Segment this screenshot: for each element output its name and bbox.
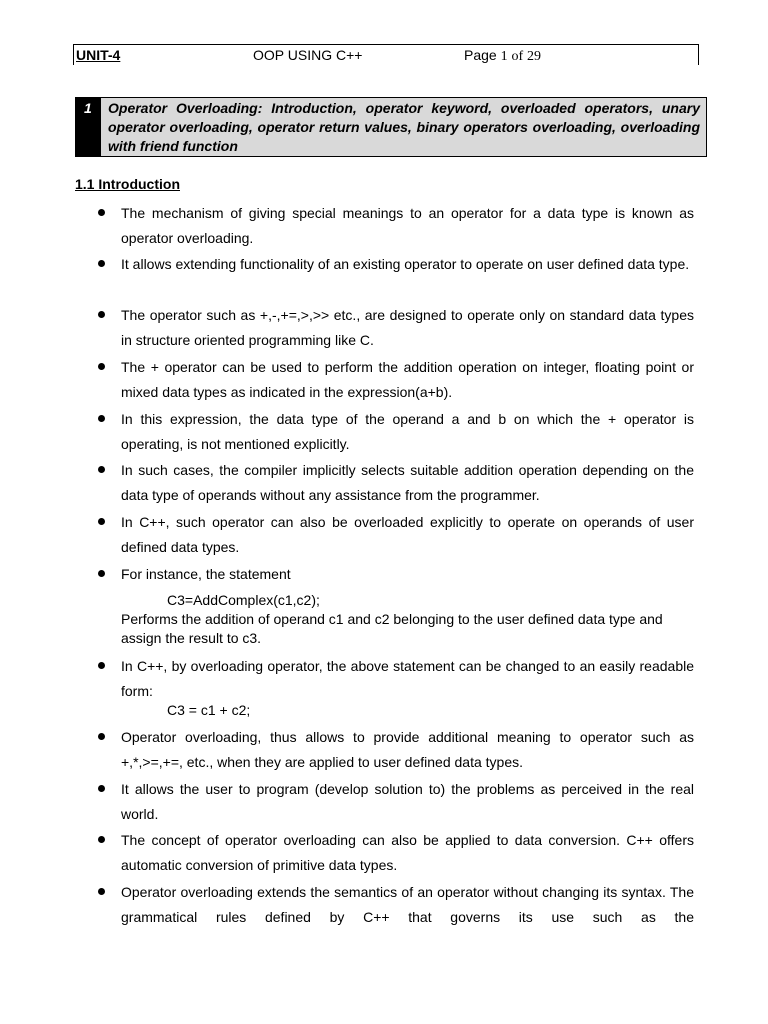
list-item <box>96 458 694 507</box>
page-total: 29 <box>527 49 542 64</box>
list-item <box>96 777 694 826</box>
list-item-text: The concept of operator overloading can also be applied to data conversion. C++ offers automatic conversion of primitive data types. <box>121 832 694 873</box>
list-item-text: In this expression, the data type of the operand a and b on which the + operator is operating, is not mentioned explicitly. <box>121 411 694 452</box>
list-item <box>96 407 694 456</box>
header-left-rule <box>73 45 74 65</box>
list-item-text: It allows extending functionality of an existing operator to operate on user defined data type. <box>121 256 690 272</box>
list-item <box>96 303 694 352</box>
list-item <box>96 880 694 929</box>
section-heading: 1.1 Introduction <box>75 176 180 192</box>
page-prefix: Page <box>464 47 497 63</box>
list-item <box>96 510 694 559</box>
subject-title: OOP USING C++ <box>253 47 363 63</box>
list-item <box>96 654 694 703</box>
list-item-text: The + operator can be used to perform the addition operation on integer, floating point or mixed data types as indicated in the expression(a+b). <box>121 359 694 400</box>
list-item <box>96 252 694 277</box>
code-statement: C3 = c1 + c2; <box>167 702 251 718</box>
page-current: 1 <box>500 49 508 64</box>
list-item-text: In such cases, the compiler implicitly selects suitable addition operation depending on the data type of operands without any assistance from the programmer. <box>121 462 694 503</box>
list-item <box>96 828 694 877</box>
list-item-text: Operator overloading extends the semantics of an operator without changing its syntax. The grammatical rules defined by C++ that governs its use such as the <box>121 884 694 925</box>
list-item-text: The mechanism of giving special meanings to an operator for a data type is known as operator overloading. <box>121 205 694 246</box>
list-item-text: It allows the user to program (develop solution to) the problems as perceived in the real world. <box>121 781 694 822</box>
topic-box <box>75 97 707 157</box>
list-item <box>96 725 694 774</box>
list-item-text: In C++, such operator can also be overloaded explicitly to operate on operands of user defined data types. <box>121 514 694 555</box>
list-item-text: For instance, the statement <box>121 566 291 582</box>
list-item <box>96 201 694 250</box>
list-item-text: Operator overloading, thus allows to provide additional meaning to operator such as +,*,>=,+=, etc., when they are applied to user defined data types. <box>121 729 694 770</box>
topic-number: 1 <box>76 98 101 156</box>
list-item-text: In C++, by overloading operator, the above statement can be changed to an easily readable form: <box>121 658 694 699</box>
list-item-text: The operator such as +,-,+=,>,>> etc., are designed to operate only on standard data types in structure oriented programming like C. <box>121 307 694 348</box>
page-number <box>464 47 541 65</box>
code-statement: C3=AddComplex(c1,c2); <box>167 592 320 608</box>
topic-text: Operator Overloading: Introduction, operator keyword, overloaded operators, unary operator overloading, operator return values, binary operators overloading, overloading with friend function <box>108 100 700 154</box>
unit-label: UNIT-4 <box>76 47 121 63</box>
page-of: of <box>511 49 524 64</box>
header-right-rule <box>698 45 699 65</box>
list-item <box>96 562 694 587</box>
page-header <box>73 44 699 65</box>
explanation-text: Performs the addition of operand c1 and c2 belonging to the user defined data type and assign the result to c3. <box>121 611 663 646</box>
list-item <box>96 355 694 404</box>
